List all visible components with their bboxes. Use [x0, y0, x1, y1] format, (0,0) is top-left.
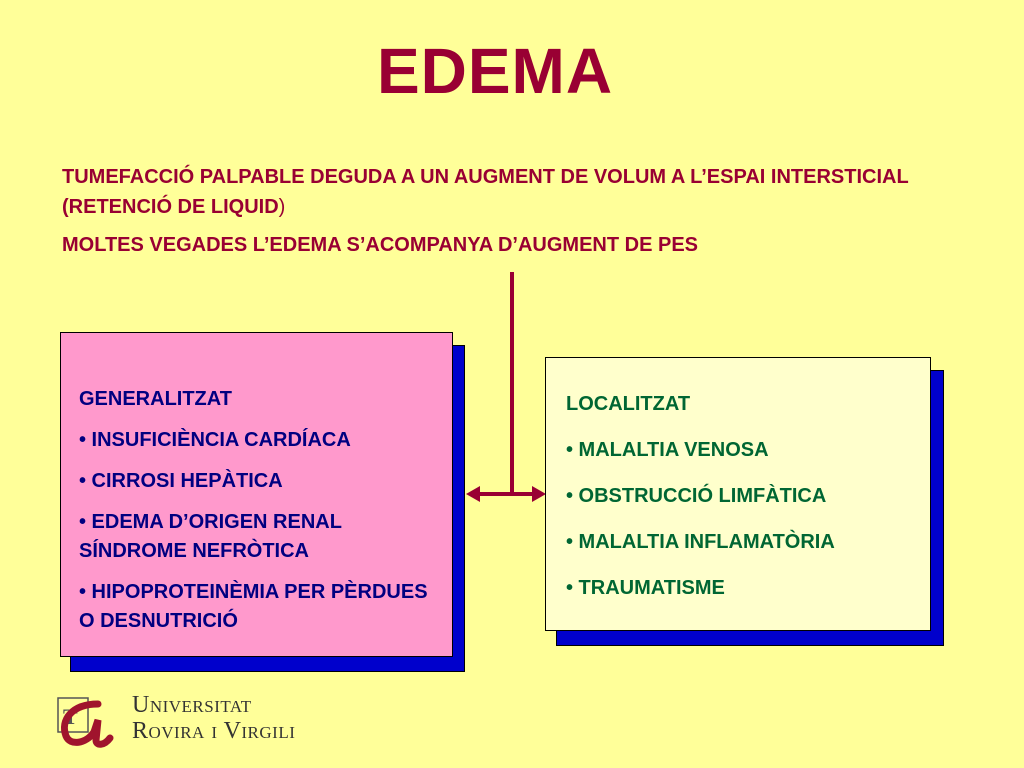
- svg-text:T: T: [63, 704, 78, 729]
- definition-text: [62, 162, 982, 222]
- list-item: • MALALTIA VENOSA: [566, 439, 769, 461]
- definition-main: TUMEFACCIÓ PALPABLE DEGUDA A UN AUGMENT DE VOLUM A L’ESPAI INTERSTICIAL (RETENCIÓ DE LIQUID: [62, 166, 909, 218]
- slide-title: EDEMA: [376, 35, 614, 107]
- definition-paren: ): [278, 196, 286, 218]
- university-name: [132, 692, 295, 744]
- list-item: • INSUFICIÈNCIA CARDÍACA: [79, 429, 351, 451]
- university-logo: [52, 690, 332, 750]
- localized-box: [545, 357, 931, 631]
- list-item: • MALALTIA INFLAMATÒRIA: [566, 531, 835, 553]
- list-item: • HIPOPROTEINÈMIA PER PÈRDUES O DESNUTRICIÓ: [79, 581, 428, 632]
- list-item: • CIRROSI HEPÀTICA: [79, 470, 283, 492]
- weight-note: MOLTES VEGADES L’EDEMA S’ACOMPANYA D’AUGMENT DE PES: [62, 234, 698, 256]
- list-item: • TRAUMATISME: [566, 577, 725, 599]
- list-item: • EDEMA D’ORIGEN RENAL SÍNDROME NEFRÒTICA: [79, 511, 342, 562]
- generalized-heading: GENERALITZAT: [79, 388, 232, 410]
- double-arrow-icon: [464, 480, 548, 508]
- urv-emblem-icon: [52, 690, 122, 750]
- intro-text: [62, 162, 982, 268]
- university-name-line1: Universitat: [132, 692, 252, 718]
- generalized-box: [60, 332, 453, 657]
- localized-heading: LOCALITZAT: [566, 393, 691, 415]
- connector-line: [510, 272, 514, 494]
- list-item: • OBSTRUCCIÓ LIMFÀTICA: [566, 485, 827, 507]
- university-name-line2: Rovira i Virgili: [132, 718, 296, 744]
